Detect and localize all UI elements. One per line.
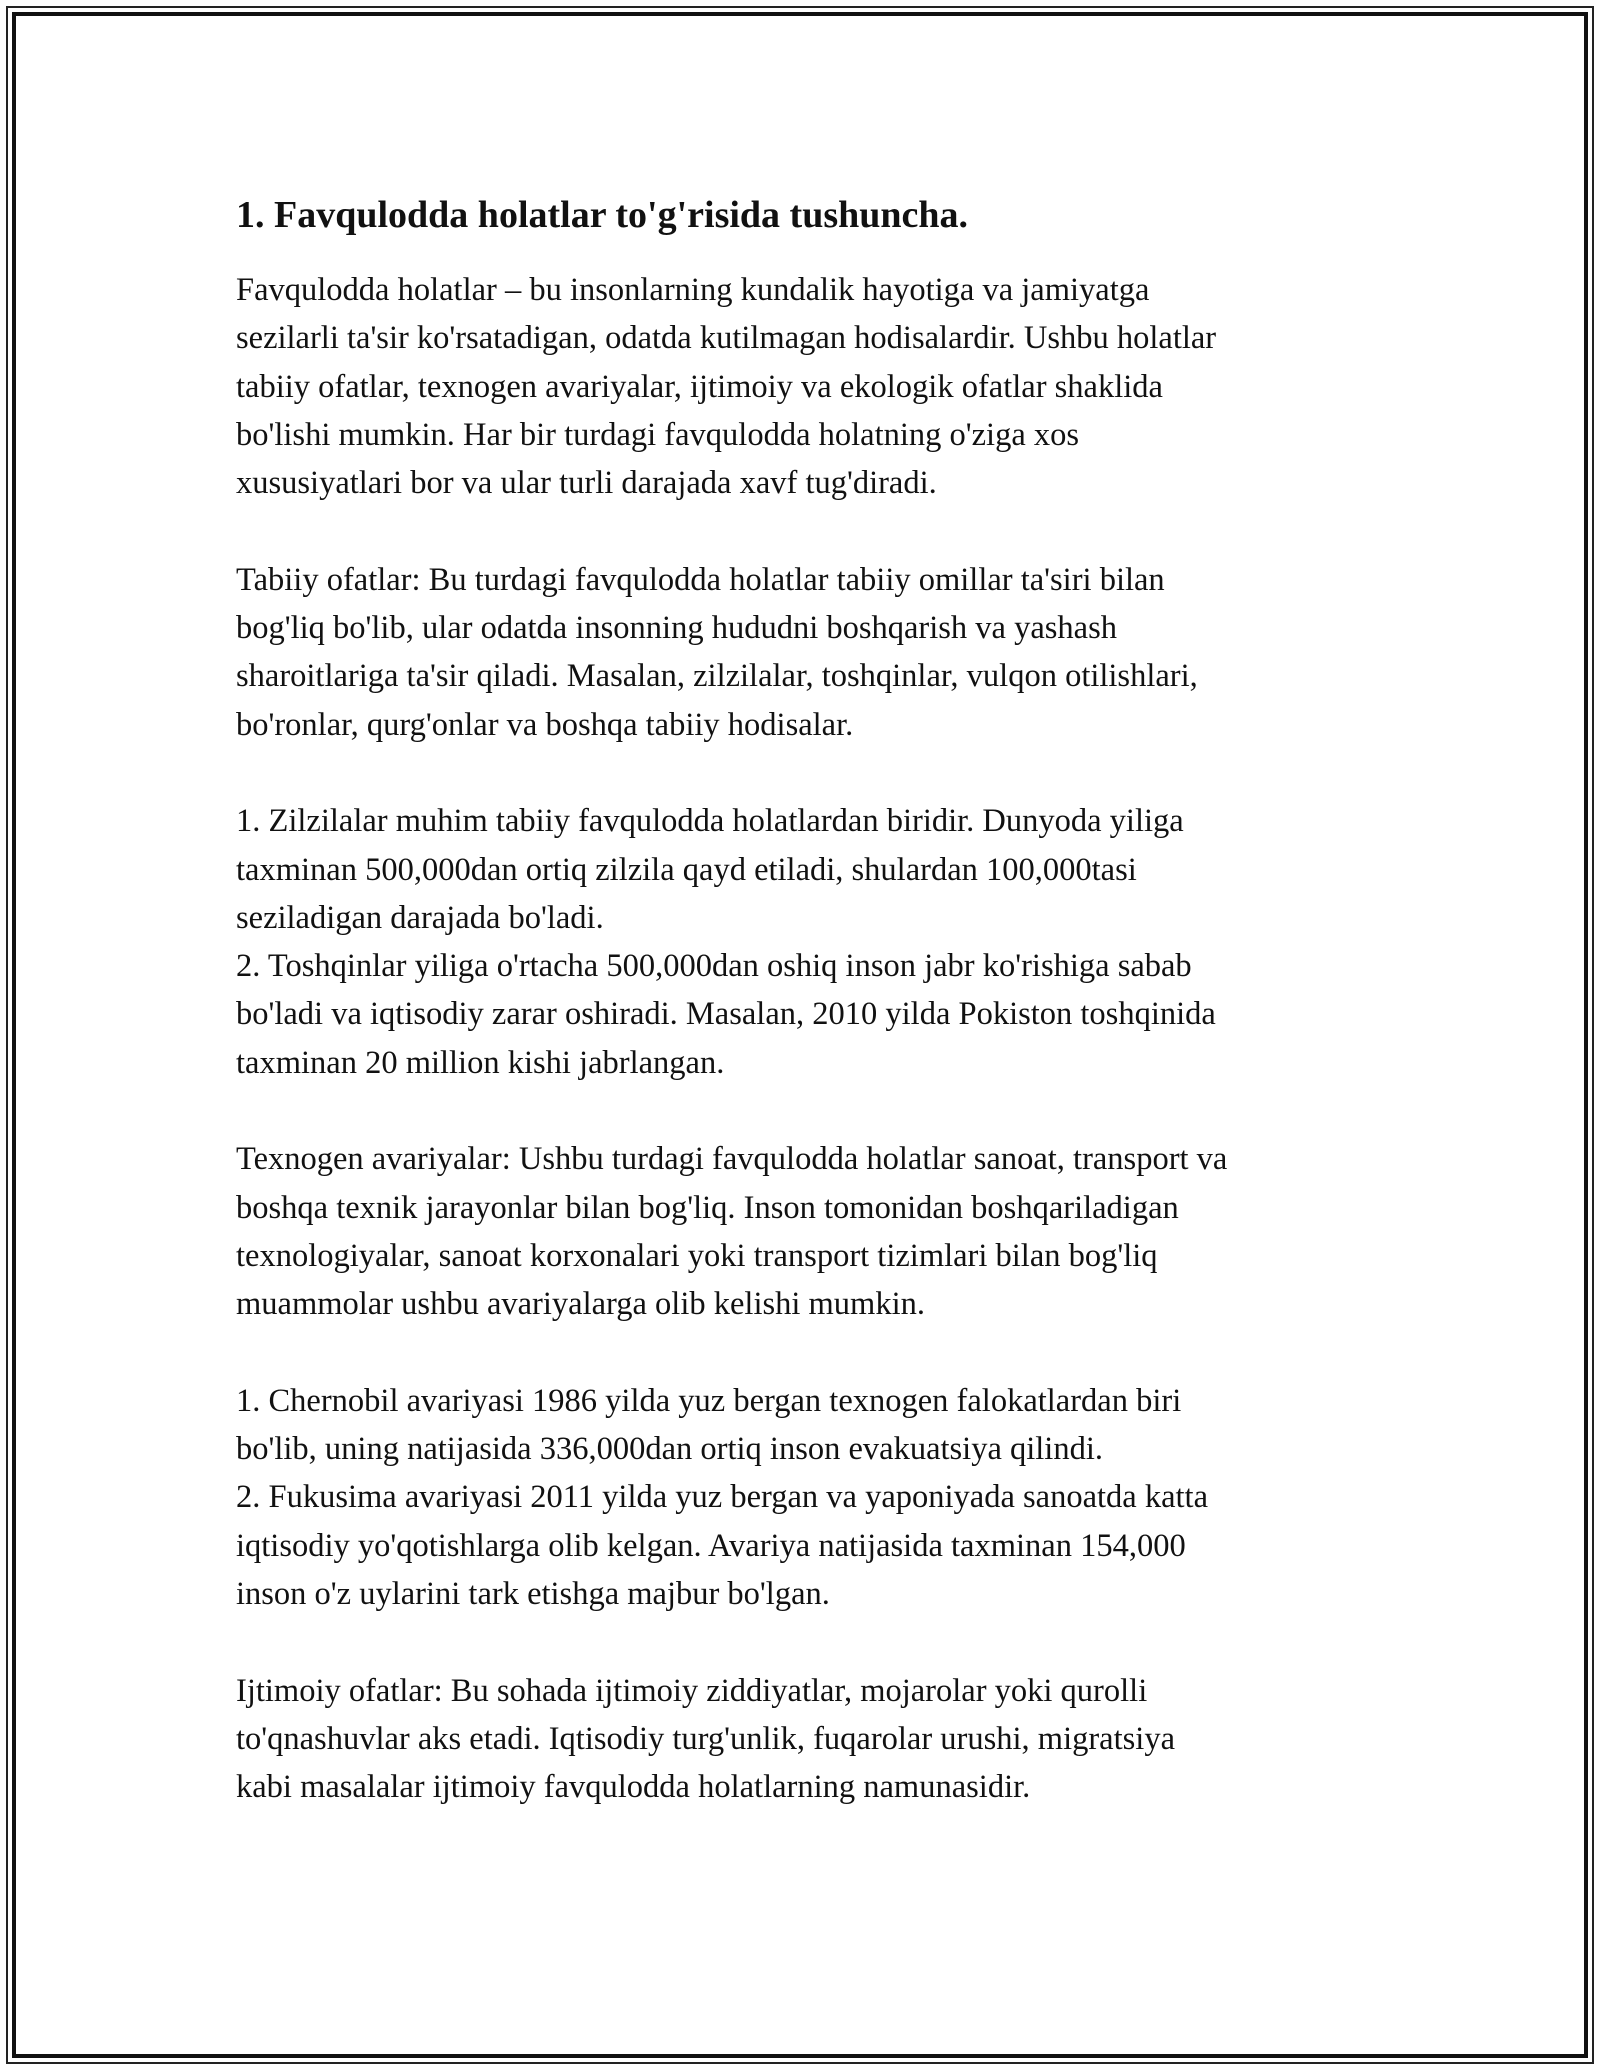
text-line: bo'lishi mumkin. Har bir turdagi favqulodda holatning o'ziga xos [236,416,1080,453]
text-line: sharoitlariga ta'sir qiladi. Masalan, zilzilalar, toshqinlar, vulqon otilishlari, [236,658,1198,695]
text-line: bo'ronlar, qurg'onlar va boshqa tabiiy hodisalar. [236,706,854,743]
text-line: Tabiiy ofatlar: Bu turdagi favqulodda holatlar tabiiy omillar ta'siri bilan [236,561,1165,598]
paragraph-social-disasters [236,1667,1366,1812]
text-line: 1. Chernobil avariyasi 1986 yilda yuz bergan texnogen falokatlardan biri [236,1382,1182,1419]
text-line: iqtisodiy yo'qotishlarga olib kelgan. Avariya natijasida taxminan 154,000 [236,1527,1186,1564]
paragraph-technogenic-accidents [236,1135,1366,1328]
paragraph-natural-disasters [236,556,1366,749]
text-line: kabi masalalar ijtimoiy favqulodda holatlarning namunasidir. [236,1769,1031,1806]
paragraph-gap [236,1618,1366,1666]
text-line: boshqa texnik jarayonlar bilan bog'liq. Inson tomonidan boshqariladigan [236,1189,1179,1226]
text-line: Ijtimoiy ofatlar: Bu sohada ijtimoiy ziddiyatlar, mojarolar yoki qurolli [236,1672,1148,1709]
text-line: taxminan 500,000dan ortiq zilzila qayd etiladi, shulardan 100,000tasi [236,851,1137,888]
text-line: 1. Zilzilalar muhim tabiiy favqulodda holatlardan biridir. Dunyoda yiliga [236,803,1184,840]
text-line: inson o'z uylarini tark etishga majbur bo'lgan. [236,1576,830,1613]
text-line: sezilarli ta'sir ko'rsatadigan, odatda kutilmagan hodisalardir. Ushbu holatlar [236,320,1217,357]
text-line: to'qnashuvlar aks etadi. Iqtisodiy turg'unlik, fuqarolar urushi, migratsiya [236,1720,1175,1757]
paragraph-technogenic-examples [236,1377,1366,1618]
text-line: muammolar ushbu avariyalarga olib kelishi mumkin. [236,1286,925,1323]
paragraph-gap [236,1329,1366,1377]
document-title: 1. Favqulodda holatlar to'g'risida tushuncha. [236,194,969,236]
paragraph-intro [236,266,1366,507]
paragraph-gap [236,749,1366,797]
text-line: bo'lib, uning natijasida 336,000dan ortiq inson evakuatsiya qilindi. [236,1431,1103,1468]
text-line: Favqulodda holatlar – bu insonlarning kundalik hayotiga va jamiyatga [236,272,1150,308]
text-line: texnologiyalar, sanoat korxonalari yoki transport tizimlari bilan bog'liq [236,1237,1158,1274]
text-line: 2. Toshqinlar yiliga o'rtacha 500,000dan oshiq inson jabr ko'rishiga sabab [236,948,1192,985]
text-line: xususiyatlari bor va ular turli darajada xavf tug'diradi. [236,465,937,502]
text-line: bog'liq bo'lib, ular odatda insonning hududni boshqarish va yashash [236,610,1117,647]
text-line: taxminan 20 million kishi jabrlangan. [236,1044,725,1081]
document-body [236,190,1366,1812]
paragraph-gap [236,507,1366,555]
paragraph-natural-examples [236,797,1366,1087]
text-line: Texnogen avariyalar: Ushbu turdagi favqulodda holatlar sanoat, transport va [236,1141,1228,1178]
text-line: bo'ladi va iqtisodiy zarar oshiradi. Masalan, 2010 yilda Pokiston toshqinida [236,996,1216,1033]
text-line: 2. Fukusima avariyasi 2011 yilda yuz bergan va yaponiyada sanoatda katta [236,1479,1209,1516]
text-line: tabiiy ofatlar, texnogen avariyalar, ijtimoiy va ekologik ofatlar shaklida [236,368,1163,405]
paragraph-gap [236,1087,1366,1135]
text-line: seziladigan darajada bo'ladi. [236,899,604,936]
